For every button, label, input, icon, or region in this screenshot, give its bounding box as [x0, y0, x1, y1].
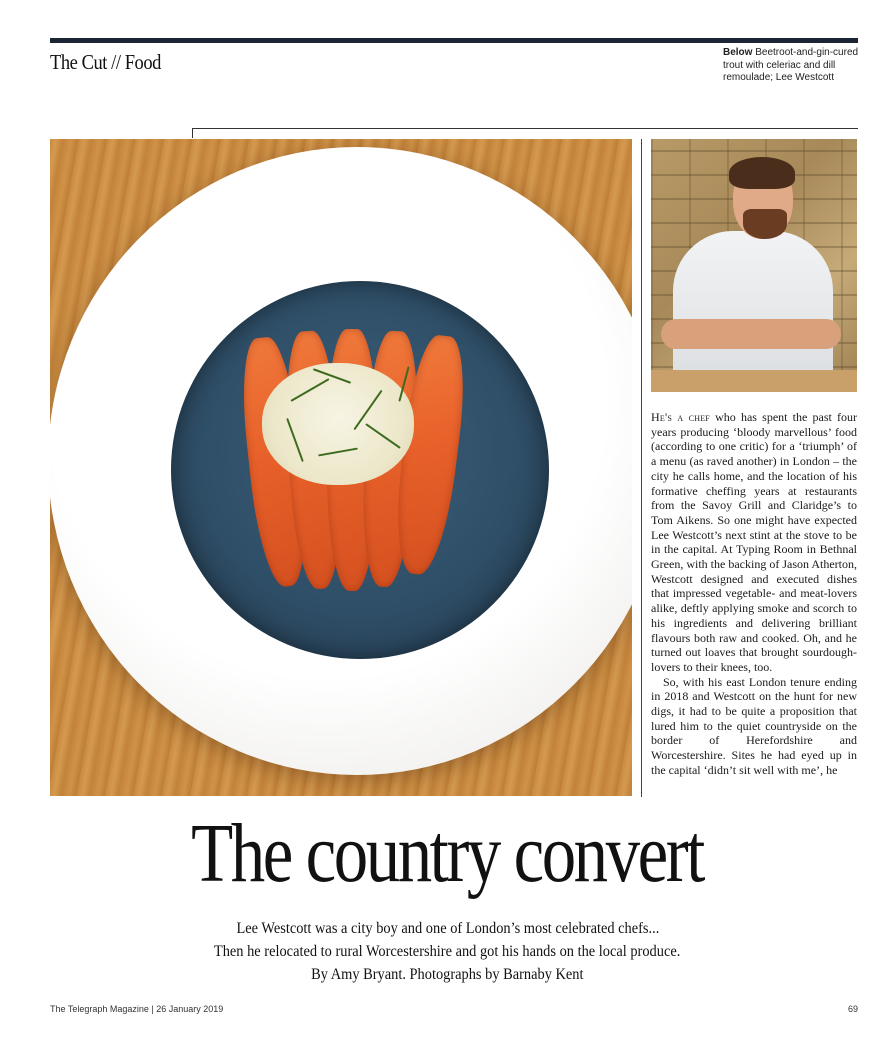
standfirst-line-text: Lee Westcott was a city boy and one of London’s most celebrated chefs...: [236, 920, 659, 937]
caption-direction: Below: [723, 47, 753, 58]
caption-rule: [192, 128, 858, 129]
standfirst-line-text: Then he relocated to rural Worcestershire and got his hands on the local produce.: [214, 943, 681, 960]
article-body: [651, 410, 857, 778]
footer-publication: The Telegraph Magazine | 26 January 2019: [50, 1004, 224, 1014]
chef-arms: [661, 319, 841, 349]
article-paragraph: So, with his east London tenure ending in 2018 and Westcott on the hunt for new digs, it had to be quite a proposition that lured him to the quiet countryside on the border of Herefordshire and Worcestershire. Sites he had eyed up in the capital ‘didn’t sit well with me’, he: [651, 674, 857, 777]
paragraph-text: who has spent the past four years producing ‘bloody marvellous’ food (according to one critic) for a ‘triumph’ of a menu (as raved another) in London – the city he calls home, and the location of his formative cheffing years at restaurants from the Savoy Grill and Claridge’s to Tom Aikens. So one might have expected Lee Westcott’s next stint at the stove to be in the capital. At Typing Room in Bethnal Green, with the backing of Jason Atherton, Westcott designed and executed dishes that impressed vegetable- and meat-lovers alike, deftly applying smoke and scorch to his ingredients and delivering brilliant flavours both raw and cooked. Oh, and he turned out loaves that brought sourdough-lovers to their knees, too.: [651, 410, 858, 674]
wooden-table: [651, 370, 857, 392]
lead-in: He's a chef: [651, 410, 710, 424]
chef-whites: [673, 231, 833, 381]
standfirst-line: [0, 940, 895, 963]
byline: [0, 963, 895, 986]
chef-beard: [743, 209, 787, 239]
column-rule: [641, 139, 642, 797]
page-number: 69: [847, 1004, 858, 1014]
main-food-photo: [50, 139, 632, 796]
standfirst: [0, 917, 895, 986]
section-label: The Cut // Food: [50, 50, 161, 74]
article-paragraph: [651, 410, 857, 675]
chef-portrait-photo: [651, 139, 857, 392]
photo-caption: [723, 47, 863, 85]
caption-text: Beetroot-and-gin-cured trout with celeriac and dill remoulade; Lee Westcott: [723, 47, 859, 83]
headline-text: The country convert: [191, 807, 704, 900]
headline: [0, 806, 895, 902]
caption-rule-tick: [192, 128, 193, 138]
top-rule: [50, 38, 858, 43]
byline-text: By Amy Bryant. Photographs by Barnaby Kent: [311, 966, 584, 983]
chef-hair: [729, 157, 795, 189]
celeriac-remoulade: [262, 363, 414, 485]
standfirst-line: [0, 917, 895, 940]
